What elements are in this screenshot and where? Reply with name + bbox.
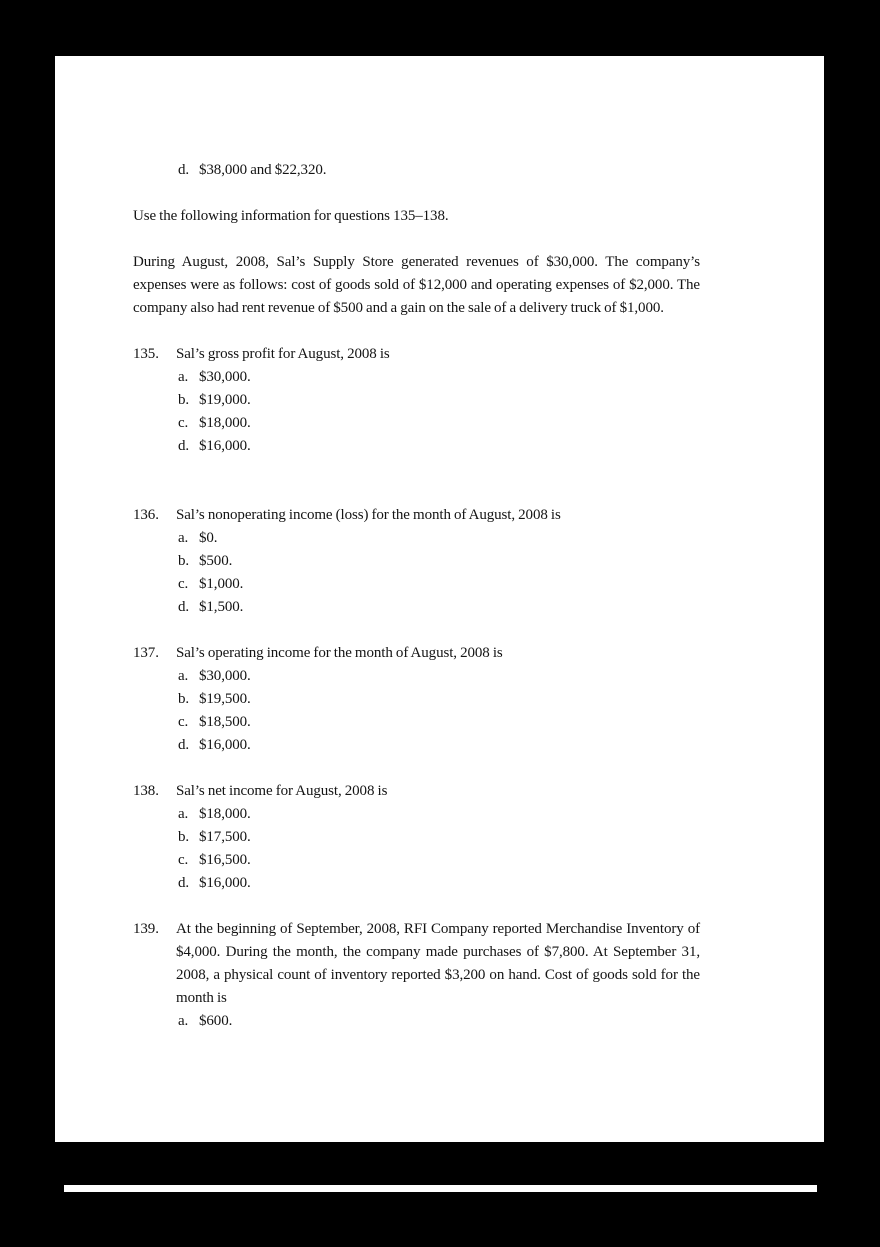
option-letter: c.: [178, 714, 189, 730]
option-row: [133, 872, 700, 895]
option-text: $30,000.: [199, 369, 251, 385]
document-page: [55, 56, 824, 1142]
option-letter: a.: [178, 1013, 189, 1029]
option-row: [133, 527, 700, 550]
prior-question-option-row: [133, 159, 700, 182]
question-number: 138.: [133, 783, 159, 799]
option-letter: c.: [178, 415, 189, 431]
option-text: $0.: [199, 530, 218, 546]
option-letter: d.: [178, 438, 190, 454]
question-item-137: [133, 642, 700, 757]
option-text: $600.: [199, 1013, 233, 1029]
question-item-139: [133, 918, 700, 1033]
option-row: [133, 665, 700, 688]
option-text: $16,000.: [199, 438, 251, 454]
option-letter: b.: [178, 829, 190, 845]
option-text: $30,000.: [199, 668, 251, 684]
option-text: $17,500.: [199, 829, 251, 845]
option-row: [133, 734, 700, 757]
option-text: $19,500.: [199, 691, 251, 707]
option-text: $18,500.: [199, 714, 251, 730]
option-row: [133, 573, 700, 596]
option-letter: d.: [178, 875, 190, 891]
option-row: [133, 711, 700, 734]
question-text-line: $4,000. During the month, the company made purchases of $7,800. At September 31,: [176, 944, 700, 960]
option-letter: d.: [178, 162, 190, 178]
question-number: 139.: [133, 921, 159, 937]
scenario-line: During August, 2008, Sal’s Supply Store generated revenues of $30,000. The company’s: [133, 254, 700, 270]
question-number: 137.: [133, 645, 159, 661]
options-list: [133, 366, 700, 458]
option-letter: a.: [178, 806, 189, 822]
question-text: Sal’s net income for August, 2008 is: [176, 783, 388, 799]
option-text: $38,000 and $22,320.: [199, 162, 327, 178]
question-text-line: month is: [176, 990, 227, 1006]
option-letter: a.: [178, 369, 189, 385]
option-letter: a.: [178, 668, 189, 684]
question-text: Sal’s gross profit for August, 2008 is: [176, 346, 390, 362]
scenario-line: company also had rent revenue of $500 and a gain on the sale of a delivery truck of $1,000.: [133, 300, 664, 316]
option-letter: b.: [178, 691, 190, 707]
question-text: [176, 918, 700, 1010]
question-text: Sal’s nonoperating income (loss) for the month of August, 2008 is: [176, 507, 561, 523]
question-number: 136.: [133, 507, 159, 523]
option-text: $18,000.: [199, 806, 251, 822]
option-letter: b.: [178, 392, 190, 408]
question-item-138: [133, 780, 700, 895]
option-letter: a.: [178, 530, 189, 546]
option-letter: d.: [178, 737, 190, 753]
option-row: [133, 803, 700, 826]
option-row: [133, 435, 700, 458]
options-list: [133, 803, 700, 895]
question-item-135: [133, 343, 700, 458]
question-text: Sal’s operating income for the month of August, 2008 is: [176, 645, 503, 661]
next-page-edge: [64, 1185, 817, 1192]
option-row: [133, 550, 700, 573]
option-row: [133, 412, 700, 435]
option-row: [133, 596, 700, 619]
question-item-136: [133, 504, 700, 619]
question-text-line: At the beginning of September, 2008, RFI Company reported Merchandise Inventory of: [176, 921, 700, 937]
option-letter: b.: [178, 553, 190, 569]
option-row: [133, 849, 700, 872]
option-row: [133, 688, 700, 711]
scenario-paragraph: [133, 251, 700, 320]
option-letter: c.: [178, 852, 189, 868]
option-text: $16,000.: [199, 875, 251, 891]
option-row: [133, 1010, 700, 1033]
options-list: [133, 1010, 700, 1033]
option-letter: d.: [178, 599, 190, 615]
option-row: [133, 389, 700, 412]
page-content: [133, 159, 700, 1033]
option-text: $500.: [199, 553, 233, 569]
instructions-line: Use the following information for questions 135–138.: [133, 208, 449, 224]
option-row: [133, 826, 700, 849]
scenario-line: expenses were as follows: cost of goods sold of $12,000 and operating expenses of $2,000. The: [133, 277, 700, 293]
option-letter: c.: [178, 576, 189, 592]
option-text: $1,000.: [199, 576, 244, 592]
options-list: [133, 527, 700, 619]
question-text-line: 2008, a physical count of inventory reported $3,200 on hand. Cost of goods sold for the: [176, 967, 700, 983]
option-text: $18,000.: [199, 415, 251, 431]
option-text: $19,000.: [199, 392, 251, 408]
options-list: [133, 665, 700, 757]
option-text: $1,500.: [199, 599, 244, 615]
question-number: 135.: [133, 346, 159, 362]
option-text: $16,500.: [199, 852, 251, 868]
option-row: [133, 366, 700, 389]
option-text: $16,000.: [199, 737, 251, 753]
